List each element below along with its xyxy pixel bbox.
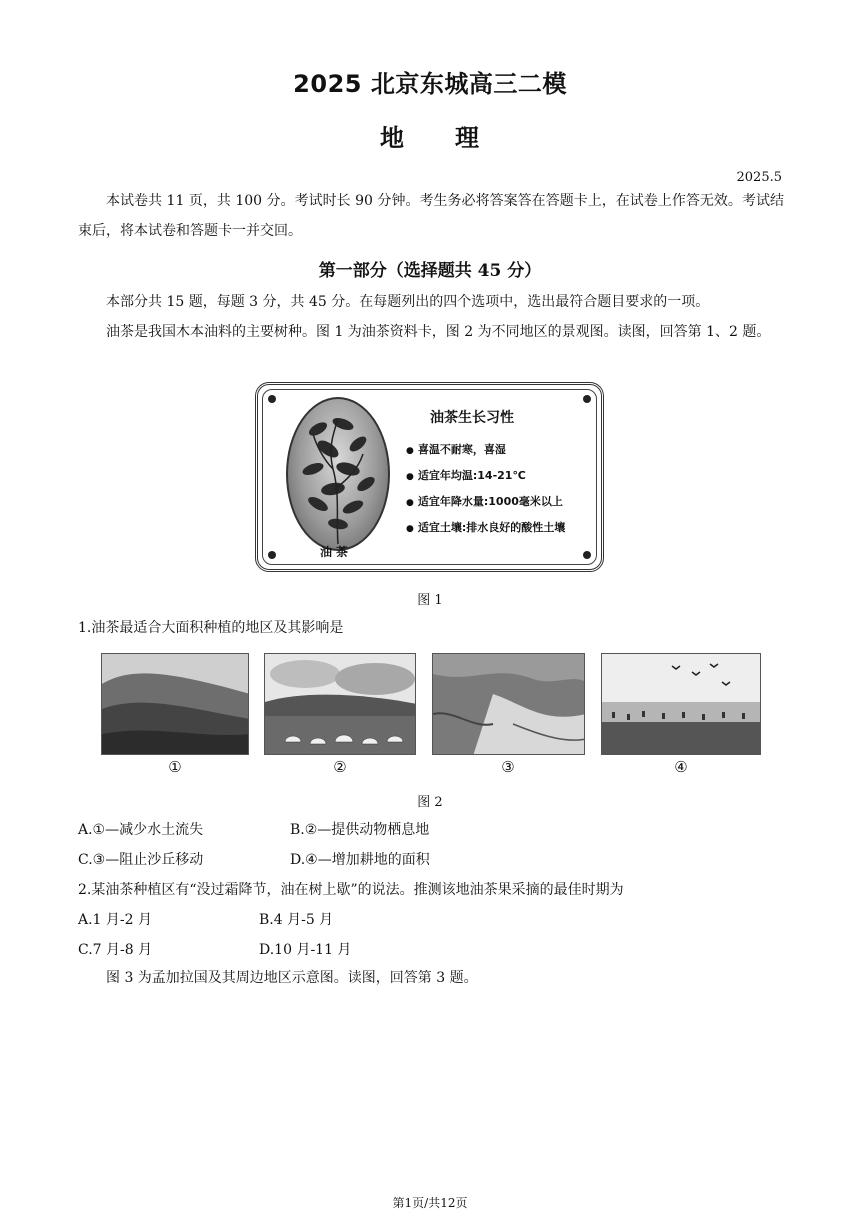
list-item: ● 适宜年均温:14-21℃ (406, 463, 565, 489)
page-footer: 第1页/共12页 (392, 1196, 468, 1210)
growth-habit-list (406, 437, 565, 541)
card-stud (268, 395, 276, 403)
wetland-scene-icon (602, 654, 761, 755)
list-item: ● 喜温不耐寒，喜湿 (406, 437, 565, 463)
q1-option-a: A.①—减少水土流失 (78, 822, 204, 838)
grassland-scene-icon (265, 654, 416, 755)
list-item: ● 适宜年降水量:1000毫米以上 (406, 489, 565, 515)
landscape-photo-wetland (601, 653, 761, 755)
exam-date: 2025.5 (736, 170, 782, 185)
photo-label: ④ (674, 758, 688, 776)
exam-title: 2025 北京东城高三二模 (293, 70, 567, 98)
card-title: 油茶生长习性 (430, 410, 514, 426)
photo-label: ① (168, 758, 182, 776)
figure2-caption: 图 2 (417, 795, 443, 810)
q1-option-b: B.②—提供动物栖息地 (290, 822, 430, 838)
section-instructions: 本部分共 15 题，每题 3 分，共 45 分。在每题列出的四个选项中，选出最符合题目要求的一项。 (106, 294, 710, 310)
tea-oil-info-card (255, 382, 604, 572)
question1-stem: 1.油茶最适合大面积种植的地区及其影响是 (78, 620, 344, 636)
desert-scene-icon (433, 654, 585, 755)
figure1-caption: 图 1 (417, 593, 443, 608)
plant-leaves-icon (288, 399, 388, 549)
q2-option-b: B.4 月-5 月 (259, 912, 334, 928)
q2-option-a: A.1 月-2 月 (78, 912, 153, 928)
plant-name-label: 油茶 (320, 545, 353, 559)
q2-option-d: D.10 月-11 月 (259, 942, 352, 958)
context-q1-q2: 油茶是我国木本油料的主要树种。图 1 为油茶资料卡，图 2 为不同地区的景观图。读图，回答第 1、2 题。 (106, 324, 771, 340)
q1-option-d: D.④—增加耕地的面积 (290, 852, 430, 868)
landscape-photo-grassland (264, 653, 416, 755)
landscape-photo-desert (432, 653, 585, 755)
context-q3: 图 3 为孟加拉国及其周边地区示意图。读图，回答第 3 题。 (106, 970, 478, 986)
card-stud (268, 551, 276, 559)
section-title: 第一部分（选择题共 45 分） (318, 261, 542, 281)
landscape-photo-hills (101, 653, 249, 755)
q2-option-c: C.7 月-8 月 (78, 942, 153, 958)
hills-scene-icon (102, 654, 249, 755)
card-stud (583, 395, 591, 403)
q1-option-c: C.③—阻止沙丘移动 (78, 852, 204, 868)
photo-label: ② (333, 758, 347, 776)
list-item: ● 适宜土壤:排水良好的酸性土壤 (406, 515, 565, 541)
card-stud (583, 551, 591, 559)
photo-label: ③ (501, 758, 515, 776)
question2-stem: 2.某油茶种植区有“没过霜降节，油在树上歇”的说法。推测该地油茶果采摘的最佳时期为 (78, 882, 624, 898)
subject-title: 地 理 (380, 124, 480, 152)
intro-paragraph: 本试卷共 11 页，共 100 分。考试时长 90 分钟。考生务必将答案答在答题卡上，在试卷上作答无效。考试结束后，将本试卷和答题卡一并交回。 (78, 193, 784, 239)
tea-oil-plant-photo (286, 397, 390, 551)
